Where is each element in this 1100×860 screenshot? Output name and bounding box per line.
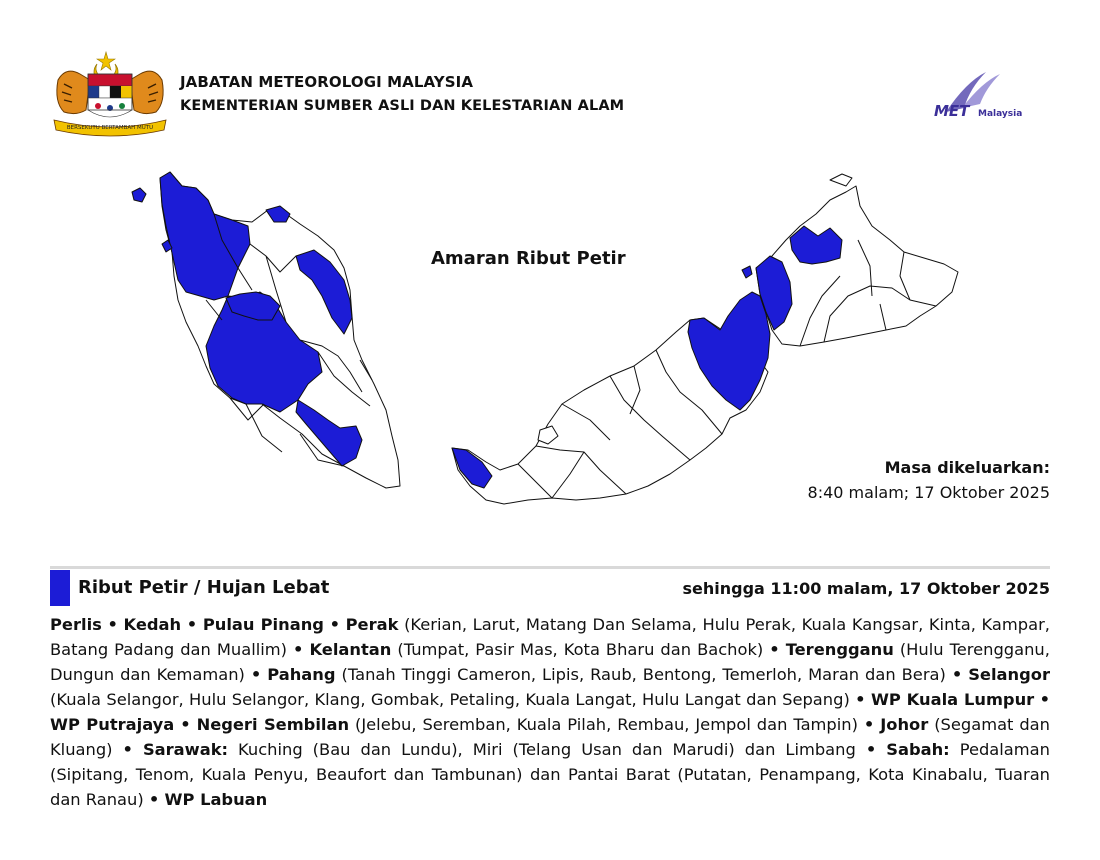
area-detail: (Kuala Selangor, Hulu Selangor, Klang, Gombak, Petaling, Kuala Langat, Hulu Langat dan Sepang)	[50, 690, 850, 709]
area-state: Negeri Sembilan	[196, 715, 350, 734]
area-state: Sabah:	[886, 740, 950, 759]
area-detail: (Hulu Terengganu, Dungun dan Kemaman)	[50, 640, 1050, 684]
area-detail: (Kerian, Larut, Matang Dan Selama, Hulu Perak, Kuala Kangsar, Kinta, Kampar, Batang Padang dan Muallim)	[50, 615, 1050, 659]
area-item	[309, 640, 763, 659]
area-separator: •	[148, 790, 160, 809]
area-detail: (Tanah Tinggi Cameron, Lipis, Raub, Bentong, Temerloh, Maran dan Bera)	[341, 665, 946, 684]
page-header	[50, 50, 1050, 140]
area-separator: •	[951, 665, 963, 684]
area-detail: Pedalaman (Sipitang, Tenom, Kuala Penyu, Beaufort dan Tambunan) dan Pantai Barat (Putatan, Penampang, Kota Kinabalu, Tuaran dan Ranau)	[50, 740, 1050, 809]
warning-type: Ribut Petir / Hujan Lebat	[78, 577, 330, 598]
affected-areas	[50, 612, 1050, 812]
langkawi-island	[132, 188, 146, 202]
section-divider	[50, 566, 1050, 569]
logo-malaysia-text: Malaysia	[978, 109, 1023, 119]
area-item	[197, 715, 858, 734]
area-state: Johor	[880, 715, 929, 734]
area-state: Sarawak:	[142, 740, 229, 759]
area-detail: (Segamat dan Kluang)	[50, 715, 1050, 759]
area-separator: •	[855, 690, 866, 709]
area-state: Pulau Pinang	[202, 615, 324, 634]
warning-valid-until: sehingga 11:00 malam, 17 Oktober 2025	[682, 579, 1050, 598]
logo-met-text: MET	[934, 102, 970, 120]
met-logo-icon	[932, 68, 1050, 124]
area-item	[50, 715, 174, 734]
area-separator: •	[329, 615, 340, 634]
coat-of-arms-logo	[50, 50, 170, 138]
area-separator: •	[180, 715, 191, 734]
warning-color-bar	[50, 570, 70, 606]
coat-of-arms-icon	[50, 50, 170, 138]
area-item	[267, 665, 946, 684]
area-state: Perak	[345, 615, 399, 634]
area-item	[50, 615, 102, 634]
area-state: Pahang	[267, 665, 336, 684]
area-item	[143, 740, 856, 759]
area-separator: •	[122, 740, 133, 759]
area-state: Terengganu	[785, 640, 894, 659]
map-title: Amaran Ribut Petir	[431, 248, 626, 269]
area-separator: •	[250, 665, 262, 684]
area-separator: •	[186, 615, 198, 634]
area-item	[165, 790, 268, 809]
area-detail: Kuching (Bau dan Lundu), Miri (Telang Usan dan Marudi) dan Limbang	[238, 740, 856, 759]
peninsular-malaysia	[132, 172, 400, 488]
agency-name: JABATAN METEOROLOGI MALAYSIA	[180, 73, 474, 91]
area-detail: (Jelebu, Seremban, Kuala Pilah, Rembau, Jempol dan Tampin)	[355, 715, 858, 734]
banggi-island	[830, 174, 852, 186]
issued-label: Masa dikeluarkan:	[884, 458, 1050, 477]
area-separator: •	[293, 640, 304, 659]
area-state: Perlis	[50, 615, 102, 634]
sabah-land	[756, 186, 958, 346]
area-state: Kedah	[123, 615, 182, 634]
area-item	[871, 690, 1034, 709]
agency-block	[180, 70, 624, 118]
area-separator: •	[865, 740, 877, 759]
met-malaysia-logo	[932, 68, 1050, 124]
area-detail: (Tumpat, Pasir Mas, Kota Bharu dan Bachok)	[397, 640, 764, 659]
issued-value: 8:40 malam; 17 Oktober 2025	[807, 483, 1050, 502]
area-separator: •	[107, 615, 118, 634]
area-state: Selangor	[968, 665, 1050, 684]
area-state: Kelantan	[309, 640, 392, 659]
area-item	[203, 615, 324, 634]
area-item	[124, 615, 182, 634]
crest-motto: BERSEKUTU BERTAMBAH MUTU	[66, 125, 154, 131]
area-state: WP Kuala Lumpur	[870, 690, 1035, 709]
area-state: WP Labuan	[164, 790, 268, 809]
east-malaysia	[452, 174, 958, 504]
area-separator: •	[769, 640, 780, 659]
issued-time-block	[808, 456, 1050, 506]
area-separator: •	[1039, 690, 1050, 709]
ministry-name: KEMENTERIAN SUMBER ASLI DAN KELESTARIAN ALAM	[180, 98, 625, 114]
area-separator: •	[863, 715, 875, 734]
labuan-island	[742, 266, 752, 278]
area-state: WP Putrajaya	[50, 715, 175, 734]
